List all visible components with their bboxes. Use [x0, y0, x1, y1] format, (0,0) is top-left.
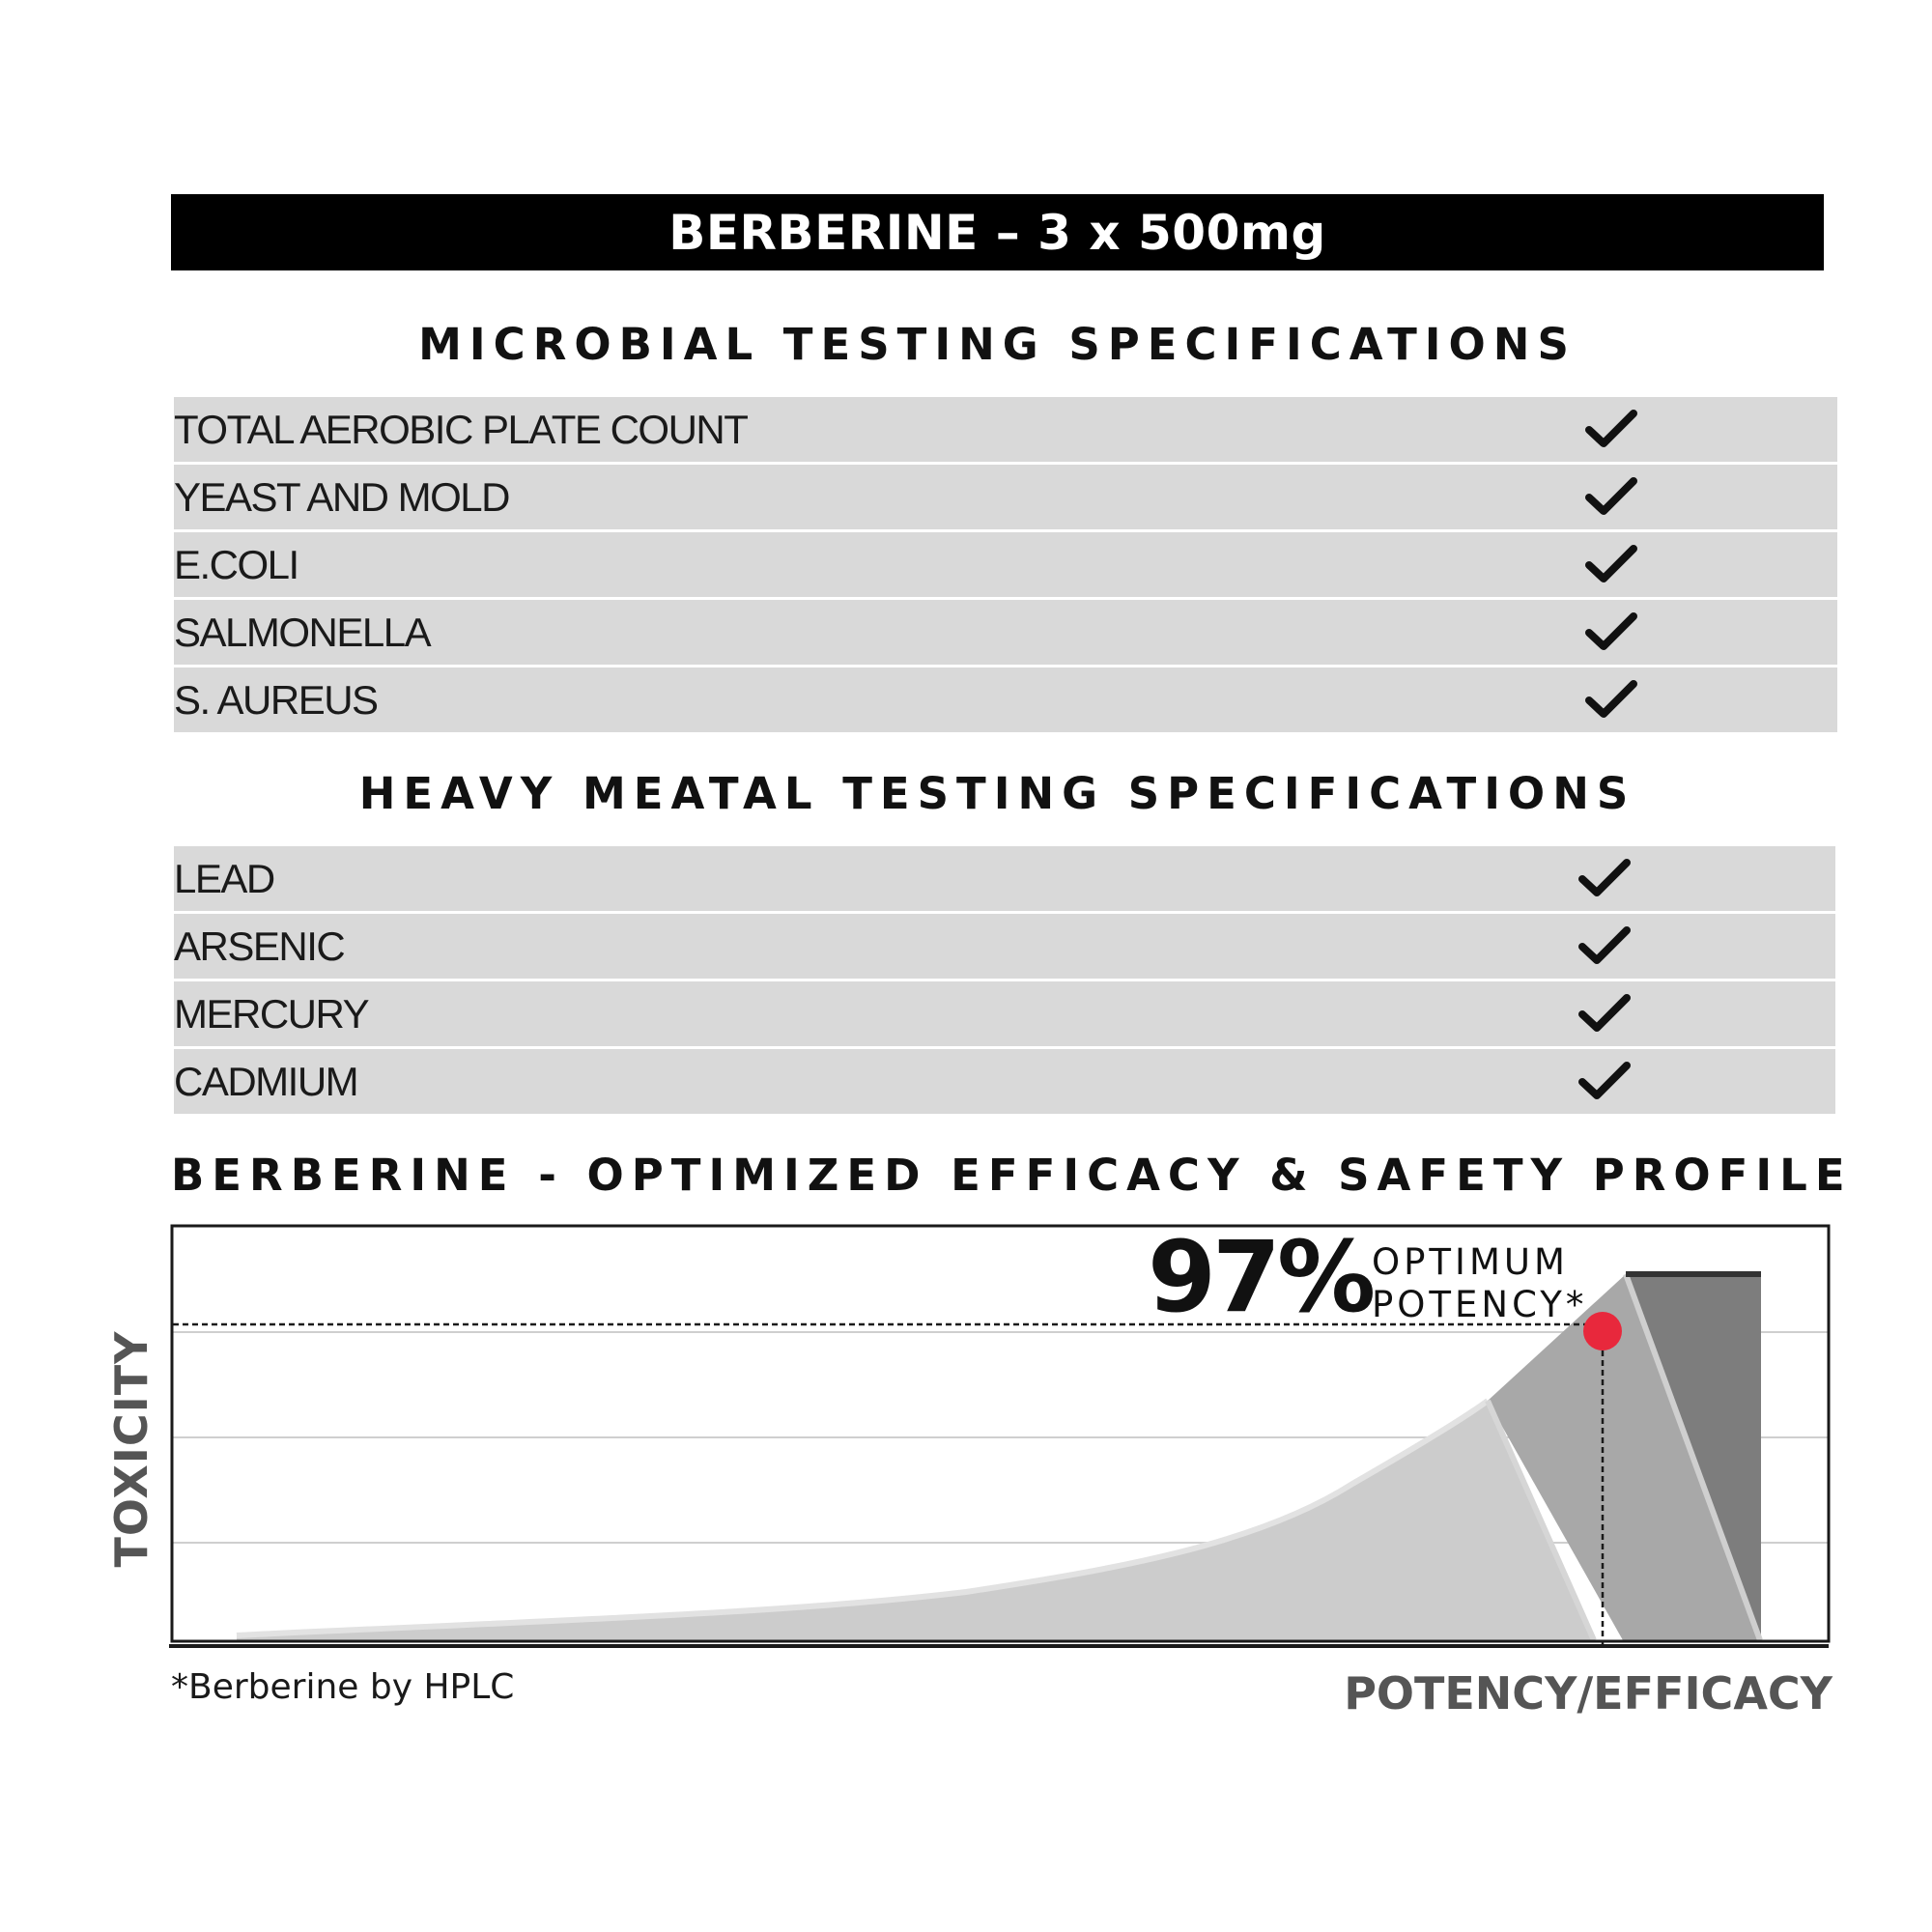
spec-label: SALMONELLA [174, 609, 431, 655]
spec-label: YEAST AND MOLD [174, 473, 509, 520]
spec-label: ARSENIC [174, 923, 345, 969]
spec-label: S. AUREUS [174, 676, 378, 723]
potency-caption-line2: POTENCY* [1372, 1284, 1588, 1325]
potency-caption [1372, 1241, 1587, 1326]
optimum-potency-marker [1583, 1312, 1622, 1350]
footnote: *Berberine by HPLC [171, 1667, 515, 1707]
microbial-heading: MICROBIAL TESTING SPECIFICATIONS [418, 319, 1577, 370]
y-axis-label: TOXICITY [105, 1330, 157, 1568]
heavy-metal-heading: HEAVY MEATAL TESTING SPECIFICATIONS [358, 768, 1636, 819]
product-title: BERBERINE – 3 x 500mg [668, 204, 1326, 261]
spec-label: MERCURY [174, 990, 369, 1037]
spec-label: TOTAL AEROBIC PLATE COUNT [174, 406, 748, 452]
x-axis-label: POTENCY/EFFICACY [1344, 1667, 1833, 1719]
spec-label: LEAD [174, 855, 274, 901]
spec-label: E.COLI [174, 541, 298, 587]
spec-label: CADMIUM [174, 1058, 358, 1104]
potency-caption-line1: OPTIMUM [1372, 1241, 1569, 1283]
potency-value: 97% [1148, 1220, 1373, 1335]
profile-heading: BERBERINE - OPTIMIZED EFFICACY & SAFETY PROFILE [171, 1150, 1853, 1201]
